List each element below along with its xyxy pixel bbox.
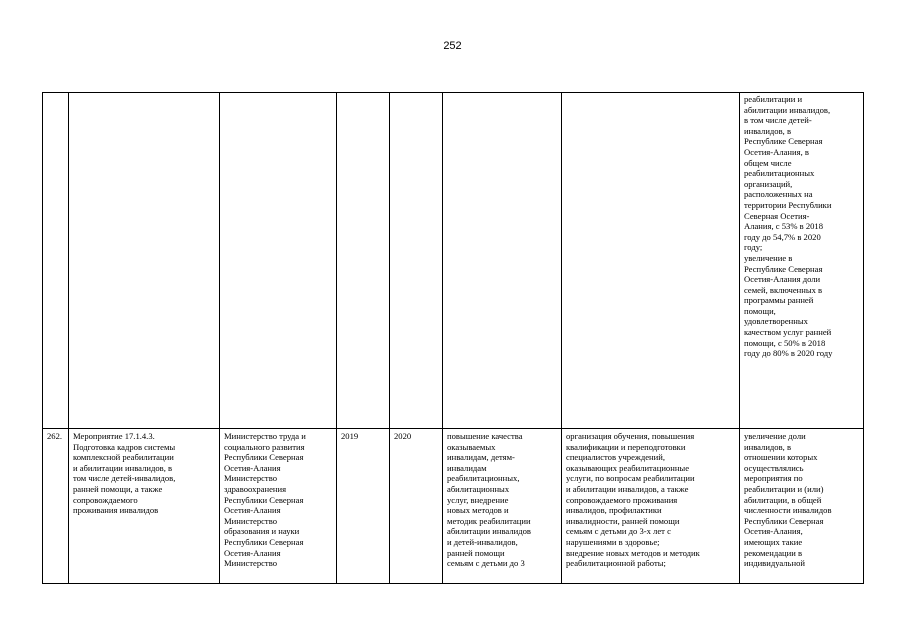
measures-table [42,92,864,584]
table-row [43,93,864,429]
expected-result-cell: повышение качества оказываемых инвалидам, детям- инвалидам реабилитационных, абилитационных услуг, внедрение новых методов и методик реабилитации абилитации инвалидов и детей-инвалидов, ранней помощи семьям с детьми до 3 [443,429,562,584]
executor-cell [220,93,337,429]
end-year-cell [390,93,443,429]
row-number-cell [43,93,69,429]
expected-result-cell [443,93,562,429]
main-directions-cell: организация обучения, повышения квалификации и переподготовки специалистов учреждений, оказывающих реабилитационные услуги, по вопросам реабилитации и абилитации инвалидов, а также сопровождаемого проживания инвалидов, профилактики инвалидности, ранней помощи семьям с детьми до 3-х лет с нарушениями в здоровье; внедрение новых методов и методик реабилитационной работы; [562,429,740,584]
row-number-cell: 262. [43,429,69,584]
table-row [43,429,864,584]
measure-name-cell [69,93,220,429]
end-year-cell: 2020 [390,429,443,584]
executor-cell: Министерство труда и социального развития Республики Северная Осетия-Алания Министерство здравоохранения Республики Северная Осетия-Алания Министерство образования и науки Республики Северная Осетия-Алания Министерство [220,429,337,584]
indicator-cell: реабилитации и абилитации инвалидов, в том числе детей- инвалидов, в Республике Северная Осетия-Алания, в общем числе реабилитационных организаций, расположенных на территории Республики Северная Осетия- Алания, с 53% в 2018 году до 54,7% в 2020 году; увеличение в Республике Северная Осетия-Алания доли семей, включенных в программы ранней помощи, удовлетворенных качеством услуг ранней помощи, с 50% в 2018 году до 80% в 2020 году [740,93,864,429]
start-year-cell [337,93,390,429]
page-number: 252 [443,40,462,52]
indicator-cell: увеличение доли инвалидов, в отношении которых осуществлялись мероприятия по реабилитации и (или) абилитации, в общей численности инвалидов Республики Северная Осетия-Алания, имеющих такие рекомендации в индивидуальной [740,429,864,584]
start-year-cell: 2019 [337,429,390,584]
main-directions-cell [562,93,740,429]
measure-name-cell: Мероприятие 17.1.4.3. Подготовка кадров системы комплексной реабилитации и абилитации инвалидов, в том числе детей-инвалидов, ранней помощи, а также сопровождаемого проживания инвалидов [69,429,220,584]
